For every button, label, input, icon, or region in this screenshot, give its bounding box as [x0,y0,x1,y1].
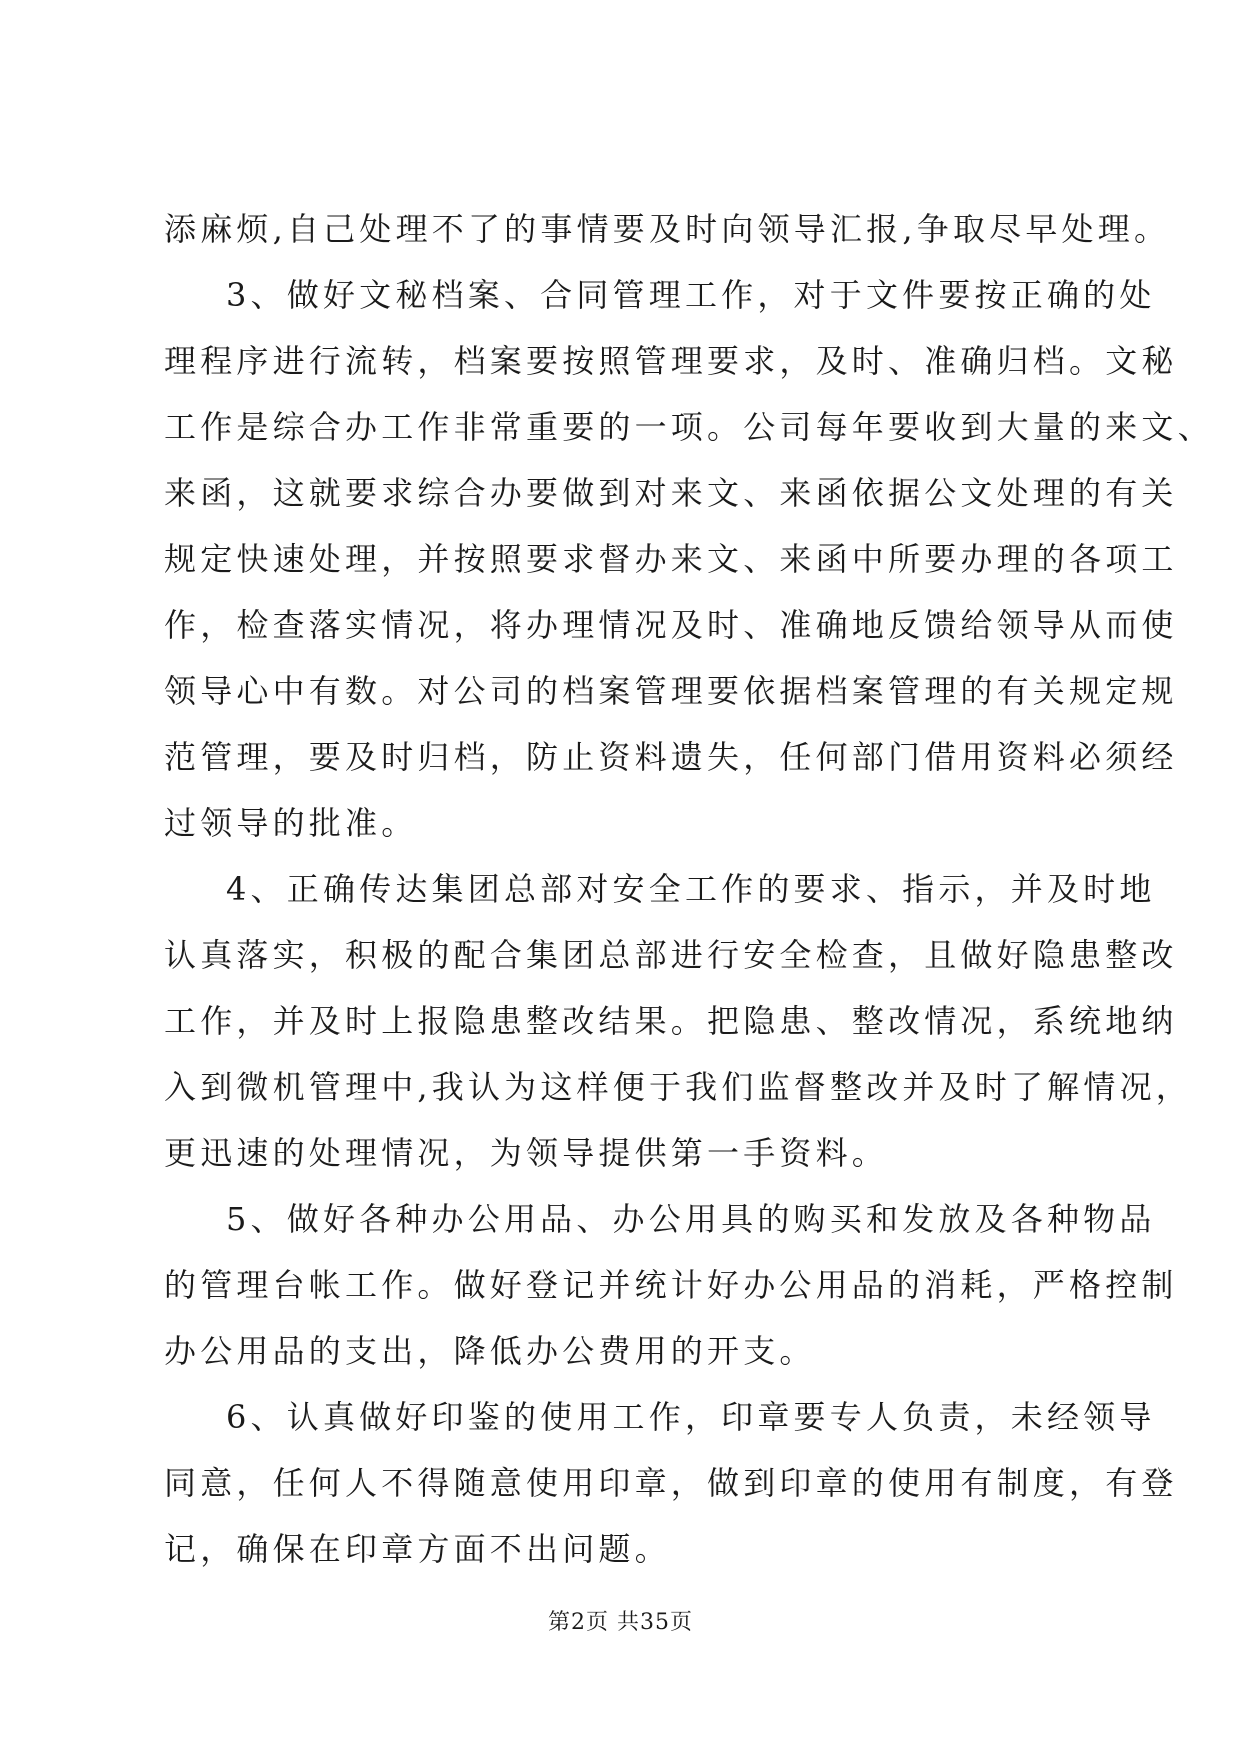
document-body [164,196,1214,1582]
text-line: 认真落实，积极的配合集团总部进行安全检查，且做好隐患整改 [164,936,1178,974]
text-line: 理程序进行流转，档案要按照管理要求，及时、准确归档。文秘 [164,342,1178,380]
text-line: 过领导的批准。 [164,804,418,842]
text-line: 3、做好文秘档案、合同管理工作，对于文件要按正确的处 [226,276,1156,314]
text-line: 规定快速处理，并按照要求督办来文、来函中所要办理的各项工 [164,540,1178,578]
text-line: 的管理台帐工作。做好登记并统计好办公用品的消耗，严格控制 [164,1266,1178,1304]
text-line: 工作，并及时上报隐患整改结果。把隐患、整改情况，系统地纳 [164,1002,1178,1040]
text-line: 记，确保在印章方面不出问题。 [164,1530,671,1568]
text-line: 更迅速的处理情况，为领导提供第一手资料。 [164,1134,889,1172]
text-line: 作，检查落实情况，将办理情况及时、准确地反馈给领导从而使 [164,606,1178,644]
text-line: 同意，任何人不得随意使用印章，做到印章的使用有制度，有登 [164,1464,1178,1502]
page-number: 第2页 共35页 [548,1610,693,1635]
text-line: 6、认真做好印鉴的使用工作，印章要专人负责，未经领导 [226,1398,1156,1436]
text-line: 办公用品的支出，降低办公费用的开支。 [164,1332,816,1370]
text-line: 5、做好各种办公用品、办公用具的购买和发放及各种物品 [226,1200,1156,1238]
text-line: 领导心中有数。对公司的档案管理要依据档案管理的有关规定规 [164,672,1178,710]
text-line: 添麻烦,自己处理不了的事情要及时向领导汇报,争取尽早处理。 [164,210,1171,248]
text-line: 入到微机管理中,我认为这样便于我们监督整改并及时了解情况， [164,1068,1192,1106]
text-line: 4、正确传达集团总部对安全工作的要求、指示，并及时地 [226,870,1156,908]
text-line: 来函，这就要求综合办要做到对来文、来函依据公文处理的有关 [164,474,1178,512]
text-line: 范管理，要及时归档，防止资料遗失，任何部门借用资料必须经 [164,738,1178,776]
text-line: 工作是综合办工作非常重要的一项。公司每年要收到大量的来文、 [164,408,1214,446]
